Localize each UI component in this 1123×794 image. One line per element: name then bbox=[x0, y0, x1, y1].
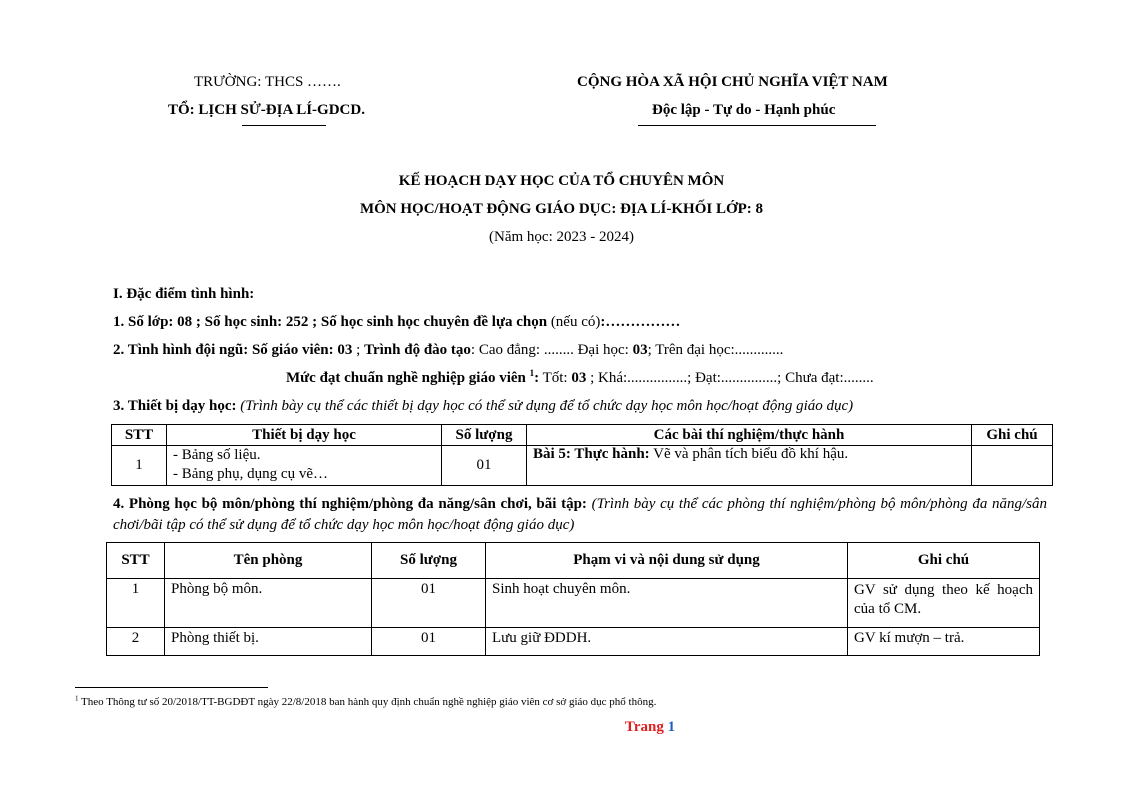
col-qty: Số lượng bbox=[442, 425, 527, 446]
document-subtitle: MÔN HỌC/HOẠT ĐỘNG GIÁO DỤC: ĐỊA LÍ-KHỐI LỚP: 8 bbox=[359, 201, 764, 217]
table-row bbox=[107, 628, 1040, 656]
teacher-standard-colon: : bbox=[534, 370, 540, 386]
staff-info-line bbox=[113, 342, 783, 359]
row-device bbox=[167, 446, 442, 486]
header-left-underline bbox=[242, 125, 326, 126]
equipment-table-header bbox=[112, 425, 1053, 446]
staff-training-a: : Cao đẳng: ........ Đại học: bbox=[470, 342, 633, 358]
school-year: (Năm học: 2023 - 2024) bbox=[489, 229, 634, 245]
page-label: Trang bbox=[624, 719, 668, 735]
device-item-1: - Bảng số liệu. bbox=[173, 447, 261, 463]
col-qty: Số lượng bbox=[372, 543, 486, 579]
footnote-separator bbox=[75, 687, 268, 688]
col-lessons: Các bài thí nghiệm/thực hành bbox=[527, 425, 972, 446]
class-info-dots: :…………… bbox=[600, 314, 681, 330]
rooms-table-header bbox=[107, 543, 1040, 579]
row-note: GV sử dụng theo kế hoạch của tổ CM. bbox=[848, 579, 1040, 628]
rooms-heading bbox=[113, 494, 1047, 536]
staff-training-b: ; Trên đại học:............. bbox=[647, 342, 784, 358]
footnote-text: Theo Thông tư số 20/2018/TT-BGDĐT ngày 22/8/2018 ban hành quy định chuẩn nghề nghiệp giáo viên cơ sở giáo dục phổ thông. bbox=[78, 696, 657, 708]
country-motto: Độc lập - Tự do - Hạnh phúc bbox=[652, 102, 836, 118]
footnote bbox=[75, 696, 656, 708]
table-row bbox=[107, 579, 1040, 628]
equipment-heading-note: (Trình bày cụ thể các thiết bị dạy học có thể sử dụng để tổ chức dạy học môn học/hoạt động giáo dục) bbox=[236, 398, 854, 414]
document-title: KẾ HOẠCH DẠY HỌC CỦA TỔ CHUYÊN MÔN bbox=[398, 173, 725, 189]
rooms-heading-note: (Trình bày cụ thể các phòng thí nghiệm/phòng bộ môn/phòng đa năng/sân chơi/bãi tập có thể sử dụng để tổ chức dạy học môn học/hoạt động giáo dục) bbox=[113, 496, 1047, 533]
row-qty: 01 bbox=[442, 446, 527, 486]
teacher-standard-good-label: Tốt: bbox=[539, 370, 572, 386]
teacher-standard-line bbox=[286, 370, 874, 387]
class-info-line bbox=[113, 314, 680, 331]
row-scope: Lưu giữ ĐDDH. bbox=[486, 628, 848, 656]
row-note: GV kí mượn – trả. bbox=[848, 628, 1040, 656]
school-name: TRƯỜNG: THCS ……. bbox=[194, 74, 341, 90]
row-note bbox=[972, 446, 1053, 486]
col-note: Ghi chú bbox=[848, 543, 1040, 579]
footnote-mark: 1 bbox=[75, 694, 79, 703]
table-row bbox=[112, 446, 1053, 486]
rooms-heading-bold: 4. Phòng học bộ môn/phòng thí nghiệm/phòng đa năng/sân chơi, bãi tập: bbox=[113, 496, 587, 512]
class-info-optional: (nếu có) bbox=[547, 314, 601, 330]
class-info-bold: 1. Số lớp: 08 ; Số học sinh: 252 ; Số học sinh học chuyên đề lựa chọn bbox=[113, 314, 548, 330]
row-scope: Sinh hoạt chuyên môn. bbox=[486, 579, 848, 628]
col-stt: STT bbox=[107, 543, 165, 579]
header-right-underline bbox=[638, 125, 876, 126]
col-room-name: Tên phòng bbox=[165, 543, 372, 579]
device-item-2: - Bảng phụ, dụng cụ vẽ… bbox=[173, 466, 328, 482]
row-stt: 1 bbox=[112, 446, 167, 486]
lesson-title: Bài 5: Thực hành: bbox=[533, 446, 650, 462]
row-room-name: Phòng bộ môn. bbox=[165, 579, 372, 628]
department-name: TỔ: LỊCH SỬ-ĐỊA LÍ-GDCD. bbox=[168, 102, 365, 118]
teacher-standard-good: 03 bbox=[571, 370, 587, 386]
row-qty: 01 bbox=[372, 579, 486, 628]
country-name: CỘNG HÒA XÃ HỘI CHỦ NGHĨA VIỆT NAM bbox=[577, 74, 888, 90]
equipment-heading bbox=[113, 398, 853, 415]
staff-training-label: Trình độ đào tạo bbox=[364, 342, 471, 358]
lesson-desc: Vẽ và phân tích biểu đồ khí hậu. bbox=[649, 446, 849, 462]
col-stt: STT bbox=[112, 425, 167, 446]
staff-count: 2. Tình hình đội ngũ: Số giáo viên: 03 bbox=[113, 342, 353, 358]
row-lesson bbox=[527, 446, 972, 486]
teacher-standard-label: Mức đạt chuẩn nghề nghiệp giáo viên bbox=[286, 370, 530, 386]
equipment-heading-bold: 3. Thiết bị dạy học: bbox=[113, 398, 237, 414]
equipment-table bbox=[111, 424, 1053, 486]
page-number-value: 1 bbox=[667, 719, 676, 735]
col-scope: Phạm vi và nội dung sử dụng bbox=[486, 543, 848, 579]
section-1-heading: I. Đặc điểm tình hình: bbox=[113, 286, 255, 302]
col-note: Ghi chú bbox=[972, 425, 1053, 446]
row-room-name: Phòng thiết bị. bbox=[165, 628, 372, 656]
staff-sep: ; bbox=[352, 342, 365, 358]
staff-university-count: 03 bbox=[632, 342, 648, 358]
teacher-standard-rest: ; Khá:................; Đạt:...............; Chưa đạt:........ bbox=[586, 370, 874, 386]
rooms-table bbox=[106, 542, 1040, 656]
row-stt: 1 bbox=[107, 579, 165, 628]
footnote-ref: 1 bbox=[529, 368, 535, 378]
row-stt: 2 bbox=[107, 628, 165, 656]
page-number bbox=[0, 719, 1123, 736]
col-device: Thiết bị dạy học bbox=[167, 425, 442, 446]
row-qty: 01 bbox=[372, 628, 486, 656]
